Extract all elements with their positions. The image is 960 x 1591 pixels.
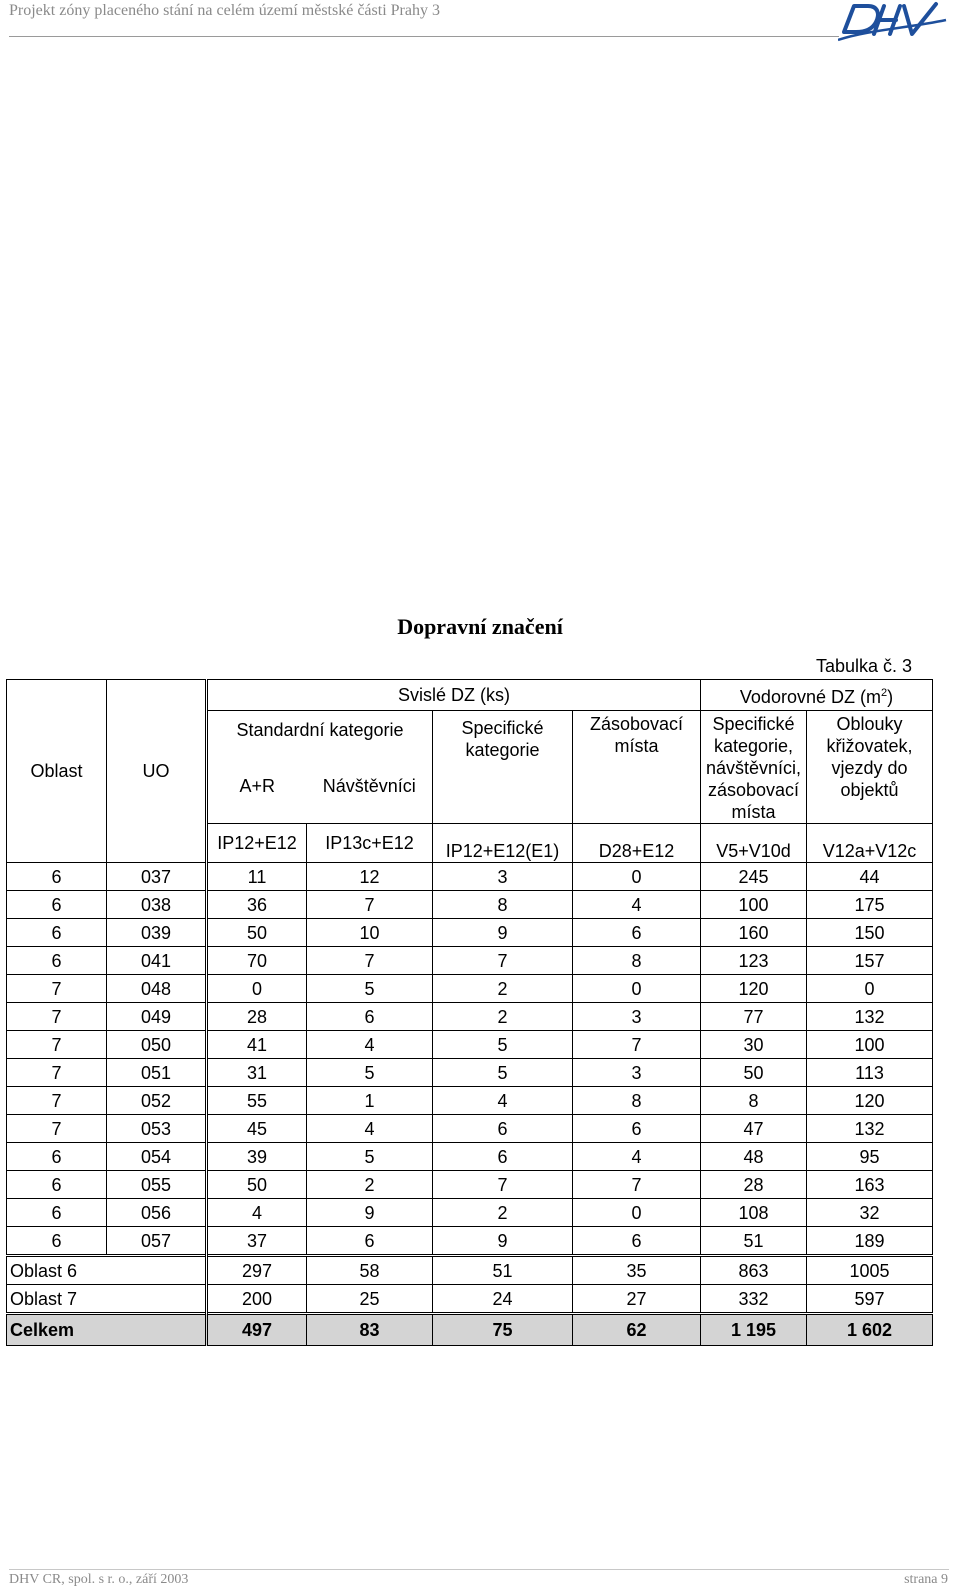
table-cell: 7 [433, 1171, 573, 1199]
table-cell: 9 [433, 919, 573, 947]
table-cell: 4 [433, 1087, 573, 1115]
table-cell: 70 [207, 947, 307, 975]
table-cell: 245 [701, 863, 807, 891]
table-cell: 3 [433, 863, 573, 891]
table-cell: 6 [7, 863, 107, 891]
table-cell: 30 [701, 1031, 807, 1059]
table-cell: 7 [307, 891, 433, 919]
table-cell: 039 [107, 919, 207, 947]
table-cell: 8 [573, 947, 701, 975]
table-cell: 4 [307, 1115, 433, 1143]
table-cell: 55 [207, 1087, 307, 1115]
table-cell: 3 [573, 1059, 701, 1087]
table-cell: 2 [433, 1003, 573, 1031]
table-cell: 157 [807, 947, 933, 975]
table-cell: 44 [807, 863, 933, 891]
summary-cell: 200 [207, 1285, 307, 1314]
table-row [7, 1171, 933, 1199]
code-cell: D28+E12 [573, 824, 701, 863]
header-ar: A+R [207, 748, 307, 823]
summary-cell: 35 [573, 1256, 701, 1285]
table-cell: 5 [307, 1059, 433, 1087]
table-cell: 7 [573, 1171, 701, 1199]
table-cell: 41 [207, 1031, 307, 1059]
table-cell: 28 [701, 1171, 807, 1199]
table-cell: 39 [207, 1143, 307, 1171]
table-cell: 9 [433, 1227, 573, 1256]
table-cell: 1 [307, 1087, 433, 1115]
summary-cell: 297 [207, 1256, 307, 1285]
table-cell: 2 [307, 1171, 433, 1199]
table-cell: 6 [7, 1227, 107, 1256]
table-cell: 0 [807, 975, 933, 1003]
table-summary [7, 1256, 933, 1346]
table-cell: 048 [107, 975, 207, 1003]
table-body [7, 863, 933, 1256]
summary-row [7, 1256, 933, 1285]
table-cell: 0 [573, 863, 701, 891]
footer-left-text: DHV CR, spol. s r. o., září 2003 [9, 1572, 189, 1587]
table-cell: 6 [433, 1115, 573, 1143]
table-row [7, 1087, 933, 1115]
table-row [7, 863, 933, 891]
table-cell: 5 [433, 1059, 573, 1087]
table-cell: 6 [7, 919, 107, 947]
header-rule [9, 36, 839, 37]
header-svisle: Svislé DZ (ks) [207, 680, 701, 711]
table-cell: 123 [701, 947, 807, 975]
table-row [7, 947, 933, 975]
table-cell: 037 [107, 863, 207, 891]
code-cell: IP12+E12(E1) [433, 824, 573, 863]
table-cell: 7 [7, 1003, 107, 1031]
table-row [7, 1115, 933, 1143]
summary-cell: 27 [573, 1285, 701, 1314]
table-cell: 5 [307, 1143, 433, 1171]
table-cell: 5 [307, 975, 433, 1003]
header-oblast: Oblast [7, 680, 107, 863]
table-cell: 6 [433, 1143, 573, 1171]
total-cell: 1 195 [701, 1314, 807, 1346]
table-cell: 7 [7, 975, 107, 1003]
table-row [7, 1031, 933, 1059]
table-cell: 6 [573, 1227, 701, 1256]
summary-cell: 863 [701, 1256, 807, 1285]
table-cell: 32 [807, 1199, 933, 1227]
table-cell: 9 [307, 1199, 433, 1227]
table-row [7, 1003, 933, 1031]
table-cell: 175 [807, 891, 933, 919]
table-cell: 2 [433, 1199, 573, 1227]
dhv-logo [838, 0, 948, 44]
footer-rule [9, 1569, 949, 1570]
table-cell: 4 [207, 1199, 307, 1227]
header-zasobovaci: Zásobovací místa [573, 711, 701, 824]
page-header-text: Projekt zóny placeného stání na celém území městské části Prahy 3 [9, 2, 440, 19]
table-cell: 4 [573, 891, 701, 919]
table-row [7, 1059, 933, 1087]
table-cell: 6 [573, 1115, 701, 1143]
table-cell: 7 [7, 1031, 107, 1059]
summary-cell: 25 [307, 1285, 433, 1314]
table-cell: 4 [307, 1031, 433, 1059]
table-cell: 041 [107, 947, 207, 975]
table-cell: 7 [7, 1115, 107, 1143]
header-vodorovne: Vodorovné DZ $(m^2)$ [701, 680, 933, 711]
table-cell: 163 [807, 1171, 933, 1199]
table-cell: 8 [701, 1087, 807, 1115]
table-cell: 6 [307, 1227, 433, 1256]
summary-label: Oblast 7 [7, 1285, 207, 1314]
summary-cell: 51 [433, 1256, 573, 1285]
table-cell: 049 [107, 1003, 207, 1031]
page-title: Dopravní značení [397, 614, 563, 639]
table-row [7, 919, 933, 947]
table-cell: 056 [107, 1199, 207, 1227]
table-cell: 45 [207, 1115, 307, 1143]
table-cell: 6 [7, 947, 107, 975]
table-cell: 0 [573, 975, 701, 1003]
page-number: strana 9 [904, 1572, 948, 1587]
summary-row [7, 1285, 933, 1314]
table-cell: 5 [433, 1031, 573, 1059]
table-cell: 100 [701, 891, 807, 919]
summary-cell: 58 [307, 1256, 433, 1285]
table-cell: 8 [433, 891, 573, 919]
table-cell: 113 [807, 1059, 933, 1087]
table-row [7, 1143, 933, 1171]
table-cell: 31 [207, 1059, 307, 1087]
table-cell: 2 [433, 975, 573, 1003]
table-cell: 36 [207, 891, 307, 919]
code-cell: IP12+E12 [207, 824, 307, 863]
total-cell: 75 [433, 1314, 573, 1346]
table-cell: 12 [307, 863, 433, 891]
table-row [7, 1227, 933, 1256]
table-cell: 50 [207, 919, 307, 947]
table-cell: 51 [701, 1227, 807, 1256]
table-row [7, 891, 933, 919]
table-cell: 100 [807, 1031, 933, 1059]
table-cell: 7 [7, 1059, 107, 1087]
table-cell: 7 [573, 1031, 701, 1059]
code-cell: V5+V10d [701, 824, 807, 863]
code-cell: IP13c+E12 [307, 824, 433, 863]
table-cell: 051 [107, 1059, 207, 1087]
table-cell: 055 [107, 1171, 207, 1199]
table-cell: 132 [807, 1003, 933, 1031]
code-cell: V12a+V12c [807, 824, 933, 863]
table-cell: 7 [307, 947, 433, 975]
table-cell: 95 [807, 1143, 933, 1171]
table-cell: 6 [7, 1143, 107, 1171]
table-cell: 6 [307, 1003, 433, 1031]
table-cell: 160 [701, 919, 807, 947]
table-row [7, 1199, 933, 1227]
table-cell: 50 [207, 1171, 307, 1199]
header-uo: UO [107, 680, 207, 863]
table-cell: 054 [107, 1143, 207, 1171]
summary-cell: 597 [807, 1285, 933, 1314]
total-cell: 62 [573, 1314, 701, 1346]
table-number: Tabulka č. 3 [816, 656, 913, 676]
total-row [7, 1314, 933, 1346]
table-cell: 038 [107, 891, 207, 919]
table-cell: 0 [573, 1199, 701, 1227]
summary-label: Oblast 6 [7, 1256, 207, 1285]
summary-cell: 332 [701, 1285, 807, 1314]
table-row [7, 975, 933, 1003]
table-cell: 150 [807, 919, 933, 947]
table-cell: 132 [807, 1115, 933, 1143]
header-navstevnici: Návštěvníci [307, 748, 433, 823]
table-cell: 108 [701, 1199, 807, 1227]
table-cell: 50 [701, 1059, 807, 1087]
total-cell: 497 [207, 1314, 307, 1346]
table-cell: 10 [307, 919, 433, 947]
table-cell: 120 [701, 975, 807, 1003]
table-cell: 47 [701, 1115, 807, 1143]
table-cell: 7 [7, 1087, 107, 1115]
total-cell: 83 [307, 1314, 433, 1346]
summary-cell: 24 [433, 1285, 573, 1314]
table-cell: 0 [207, 975, 307, 1003]
traffic-signs-table [6, 679, 933, 1346]
table-cell: 4 [573, 1143, 701, 1171]
summary-cell: 1005 [807, 1256, 933, 1285]
table-cell: 189 [807, 1227, 933, 1256]
table-cell: 77 [701, 1003, 807, 1031]
table-cell: 48 [701, 1143, 807, 1171]
table-cell: 7 [433, 947, 573, 975]
header-specificke: Specifické kategorie [433, 711, 573, 824]
table-cell: 053 [107, 1115, 207, 1143]
table-cell: 6 [7, 1199, 107, 1227]
table-cell: 3 [573, 1003, 701, 1031]
table-cell: 37 [207, 1227, 307, 1256]
table-cell: 6 [7, 1171, 107, 1199]
table-cell: 28 [207, 1003, 307, 1031]
header-standardni: Standardní kategorie [207, 711, 433, 749]
table-cell: 6 [7, 891, 107, 919]
table-cell: 6 [573, 919, 701, 947]
table-cell: 052 [107, 1087, 207, 1115]
table-cell: 11 [207, 863, 307, 891]
table-cell: 050 [107, 1031, 207, 1059]
total-label: Celkem [7, 1314, 207, 1346]
table-cell: 057 [107, 1227, 207, 1256]
total-cell: 1 602 [807, 1314, 933, 1346]
header-vod-specificke: Specifické kategorie, návštěvníci, zásobovací místa [701, 711, 807, 824]
header-oblouky: Oblouky křižovatek, vjezdy do objektů [807, 711, 933, 824]
table-cell: 120 [807, 1087, 933, 1115]
table-cell: 8 [573, 1087, 701, 1115]
